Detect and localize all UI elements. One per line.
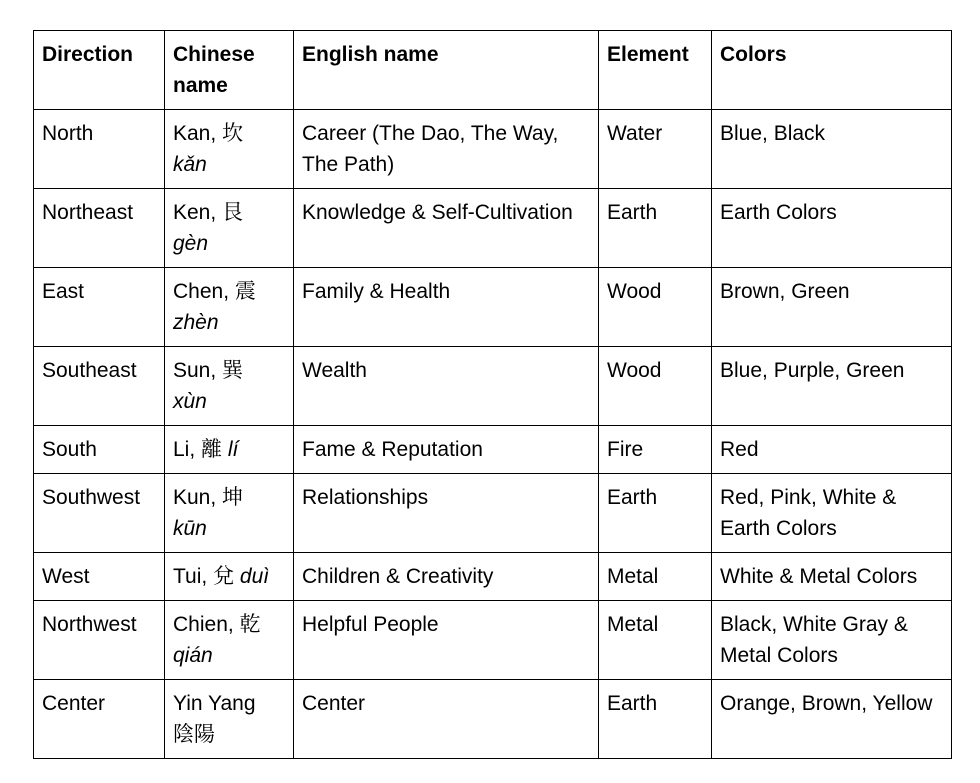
cell-chinese-name <box>165 268 294 347</box>
cell-element: Earth <box>599 680 712 759</box>
cell-direction: West <box>34 553 165 601</box>
cell-english-name: Wealth <box>294 347 599 426</box>
cell-direction: Northwest <box>34 601 165 680</box>
cell-colors: Blue, Black <box>712 110 952 189</box>
table-row <box>34 601 952 680</box>
chinese-latin: Li, <box>173 438 202 461</box>
header-element: Element <box>599 31 712 110</box>
cell-chinese-name <box>165 553 294 601</box>
chinese-pinyin: xùn <box>173 390 207 413</box>
chinese-latin: Ken, <box>173 201 223 224</box>
chinese-character: 巽 <box>222 358 244 382</box>
chinese-latin: Kan, <box>173 122 223 145</box>
chinese-character: 坤 <box>222 485 244 509</box>
feng-shui-table-container <box>33 30 952 759</box>
header-colors: Colors <box>712 31 952 110</box>
chinese-character: 坎 <box>222 121 244 145</box>
table-row <box>34 268 952 347</box>
cell-colors: Black, White Gray & Metal Colors <box>712 601 952 680</box>
cell-chinese-name <box>165 474 294 553</box>
table-header-row <box>34 31 952 110</box>
cell-element: Water <box>599 110 712 189</box>
cell-english-name: Fame & Reputation <box>294 426 599 474</box>
cell-element: Metal <box>599 553 712 601</box>
chinese-latin: Yin Yang <box>173 692 256 715</box>
chinese-character: 陰陽 <box>173 722 215 746</box>
cell-direction: Northeast <box>34 189 165 268</box>
cell-direction: Center <box>34 680 165 759</box>
chinese-pinyin: zhèn <box>173 311 219 334</box>
cell-chinese-name <box>165 189 294 268</box>
cell-chinese-name <box>165 347 294 426</box>
cell-element: Earth <box>599 189 712 268</box>
chinese-pinyin: lí <box>227 438 239 461</box>
cell-colors: White & Metal Colors <box>712 553 952 601</box>
chinese-latin: Tui, <box>173 565 214 588</box>
chinese-latin: Chien, <box>173 613 240 636</box>
cell-english-name: Knowledge & Self-Cultivation <box>294 189 599 268</box>
cell-direction: East <box>34 268 165 347</box>
header-english-name: English name <box>294 31 599 110</box>
table-row <box>34 680 952 759</box>
cell-colors: Orange, Brown, Yellow <box>712 680 952 759</box>
cell-chinese-name <box>165 680 294 759</box>
cell-element: Metal <box>599 601 712 680</box>
cell-colors: Blue, Purple, Green <box>712 347 952 426</box>
cell-direction: South <box>34 426 165 474</box>
cell-english-name: Relationships <box>294 474 599 553</box>
cell-element: Wood <box>599 347 712 426</box>
cell-element: Earth <box>599 474 712 553</box>
table-row <box>34 553 952 601</box>
cell-direction: Southwest <box>34 474 165 553</box>
chinese-character: 兌 <box>213 564 235 588</box>
header-chinese-name: Chinese name <box>165 31 294 110</box>
chinese-pinyin: qián <box>173 644 213 667</box>
table-row <box>34 189 952 268</box>
cell-english-name: Children & Creativity <box>294 553 599 601</box>
cell-colors: Red <box>712 426 952 474</box>
cell-colors: Brown, Green <box>712 268 952 347</box>
chinese-pinyin: duì <box>239 565 270 588</box>
table-row <box>34 110 952 189</box>
table-row <box>34 347 952 426</box>
chinese-latin: Chen, <box>173 280 235 303</box>
cell-english-name: Family & Health <box>294 268 599 347</box>
chinese-character: 離 <box>201 437 223 461</box>
cell-english-name: Center <box>294 680 599 759</box>
cell-direction: Southeast <box>34 347 165 426</box>
chinese-character: 艮 <box>222 200 244 224</box>
chinese-latin: Sun, <box>173 359 223 382</box>
chinese-latin: Kun, <box>173 486 223 509</box>
cell-colors: Red, Pink, White & Earth Colors <box>712 474 952 553</box>
cell-element: Fire <box>599 426 712 474</box>
feng-shui-table <box>33 30 952 759</box>
cell-element: Wood <box>599 268 712 347</box>
cell-chinese-name <box>165 601 294 680</box>
cell-direction: North <box>34 110 165 189</box>
cell-colors: Earth Colors <box>712 189 952 268</box>
cell-chinese-name <box>165 110 294 189</box>
header-direction: Direction <box>34 31 165 110</box>
chinese-pinyin: kūn <box>173 517 207 540</box>
cell-english-name: Helpful People <box>294 601 599 680</box>
cell-chinese-name <box>165 426 294 474</box>
table-row <box>34 474 952 553</box>
cell-english-name: Career (The Dao, The Way, The Path) <box>294 110 599 189</box>
chinese-character: 乾 <box>239 612 261 636</box>
table-row <box>34 426 952 474</box>
chinese-pinyin: gèn <box>173 232 209 255</box>
chinese-pinyin: kǎn <box>173 153 207 176</box>
chinese-character: 震 <box>234 279 256 303</box>
